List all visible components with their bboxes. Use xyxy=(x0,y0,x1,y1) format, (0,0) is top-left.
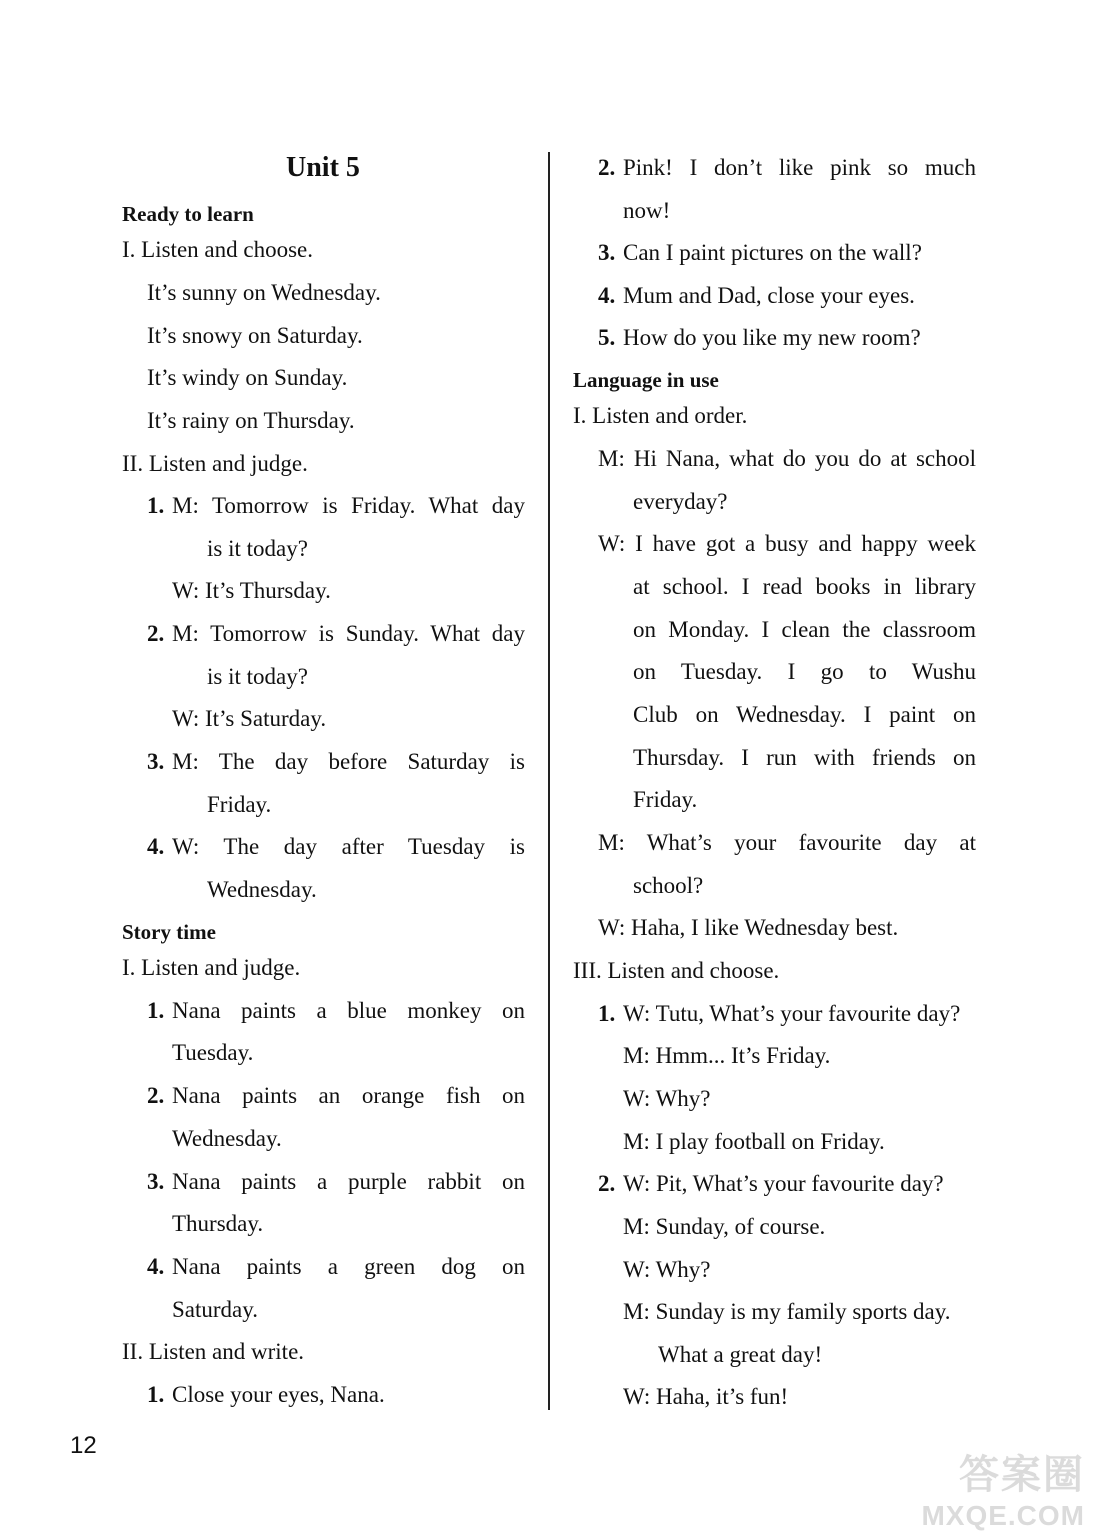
text-line: M: I play football on Friday. xyxy=(623,1129,885,1154)
page-number: 12 xyxy=(70,1432,97,1459)
exercise-heading: I. Listen and order. xyxy=(573,403,748,428)
text-line: M: What’s your favourite day at xyxy=(598,830,976,855)
item-number: 4. xyxy=(147,834,165,859)
text-line: W: The day after Tuesday is xyxy=(172,834,525,859)
exercise-heading: II. Listen and write. xyxy=(122,1339,305,1364)
text-line: It’s windy on Sunday. xyxy=(147,365,348,390)
exercise-heading: III. Listen and choose. xyxy=(573,958,780,983)
text-line: M: Sunday, of course. xyxy=(623,1214,826,1239)
exercise-heading: I. Listen and judge. xyxy=(122,955,301,980)
exercise-heading: II. Listen and judge. xyxy=(122,451,308,476)
item-number: 4. xyxy=(598,283,616,308)
item-number: 2. xyxy=(147,621,165,646)
text-line: It’s snowy on Saturday. xyxy=(147,323,363,348)
text-line: Close your eyes, Nana. xyxy=(172,1382,385,1407)
watermark-url: MXQE.COM xyxy=(921,1500,1085,1531)
text-line: M: Tomorrow is Sunday. What day xyxy=(172,621,525,646)
item-number: 1. xyxy=(147,998,165,1023)
text-line: Thursday. xyxy=(172,1211,264,1236)
item-number: 2. xyxy=(598,1171,616,1196)
text-line: M: Tomorrow is Friday. What day xyxy=(172,493,525,518)
watermark-logo: 答案圈 xyxy=(959,1453,1085,1497)
text-line: M: Hmm... It’s Friday. xyxy=(623,1043,831,1068)
text-line: Saturday. xyxy=(172,1297,259,1322)
text-line: W: Pit, What’s your favourite day? xyxy=(623,1171,944,1196)
text-line: Mum and Dad, close your eyes. xyxy=(623,283,915,308)
text-line: school? xyxy=(633,873,704,898)
text-line: M: Hi Nana, what do you do at school xyxy=(598,446,976,471)
text-line: Pink! I don’t like pink so much xyxy=(623,155,976,180)
text-line: W: It’s Thursday. xyxy=(172,578,331,603)
text-line: on Tuesday. I go to Wushu xyxy=(633,659,976,684)
text-line: on Monday. I clean the classroom xyxy=(633,617,976,642)
item-number: 1. xyxy=(598,1001,616,1026)
text-line: Nana paints a green dog on xyxy=(172,1254,525,1279)
item-number: 3. xyxy=(598,240,616,265)
exercise-heading: I. Listen and choose. xyxy=(122,237,313,262)
text-line: What a great day! xyxy=(658,1342,823,1367)
text-line: M: The day before Saturday is xyxy=(172,749,525,774)
text-line: W: Tutu, What’s your favourite day? xyxy=(623,1001,961,1026)
text-line: Wednesday. xyxy=(172,1126,282,1151)
text-line: W: Why? xyxy=(623,1257,711,1282)
text-line: W: Haha, it’s fun! xyxy=(623,1384,789,1409)
text-line: Club on Wednesday. I paint on xyxy=(633,702,976,727)
unit-title: Unit 5 xyxy=(286,152,360,183)
text-line: How do you like my new room? xyxy=(623,325,921,350)
text-line: Friday. xyxy=(207,792,272,817)
text-line: It’s sunny on Wednesday. xyxy=(147,280,381,305)
item-number: 4. xyxy=(147,1254,165,1279)
text-line: Nana paints an orange fish on xyxy=(172,1083,525,1108)
text-line: Thursday. I run with friends on xyxy=(633,745,976,770)
text-line: Nana paints a purple rabbit on xyxy=(172,1169,525,1194)
text-line: now! xyxy=(623,198,671,223)
text-line: M: Sunday is my family sports day. xyxy=(623,1299,951,1324)
text-line: Tuesday. xyxy=(172,1040,254,1065)
text-line: at school. I read books in library xyxy=(633,574,976,599)
item-number: 5. xyxy=(598,325,616,350)
column-divider xyxy=(548,152,550,1410)
text-line: everyday? xyxy=(633,489,728,514)
text-line: Wednesday. xyxy=(207,877,317,902)
item-number: 1. xyxy=(147,493,165,518)
text-line: W: Why? xyxy=(623,1086,711,1111)
text-line: Nana paints a blue monkey on xyxy=(172,998,525,1023)
section-heading: Ready to learn xyxy=(122,202,254,226)
text-line: W: I have got a busy and happy week xyxy=(598,531,976,556)
text-line: W: It’s Saturday. xyxy=(172,706,327,731)
text-line: It’s rainy on Thursday. xyxy=(147,408,355,433)
section-heading: Language in use xyxy=(573,368,719,392)
item-number: 1. xyxy=(147,1382,165,1407)
text-line: is it today? xyxy=(207,664,308,689)
text-line: Can I paint pictures on the wall? xyxy=(623,240,922,265)
section-heading: Story time xyxy=(122,920,216,944)
item-number: 2. xyxy=(598,155,616,180)
watermark xyxy=(921,1443,1085,1532)
item-number: 2. xyxy=(147,1083,165,1108)
item-number: 3. xyxy=(147,749,165,774)
text-line: is it today? xyxy=(207,536,308,561)
item-number: 3. xyxy=(147,1169,165,1194)
text-line: Friday. xyxy=(633,787,698,812)
text-line: W: Haha, I like Wednesday best. xyxy=(598,915,899,940)
